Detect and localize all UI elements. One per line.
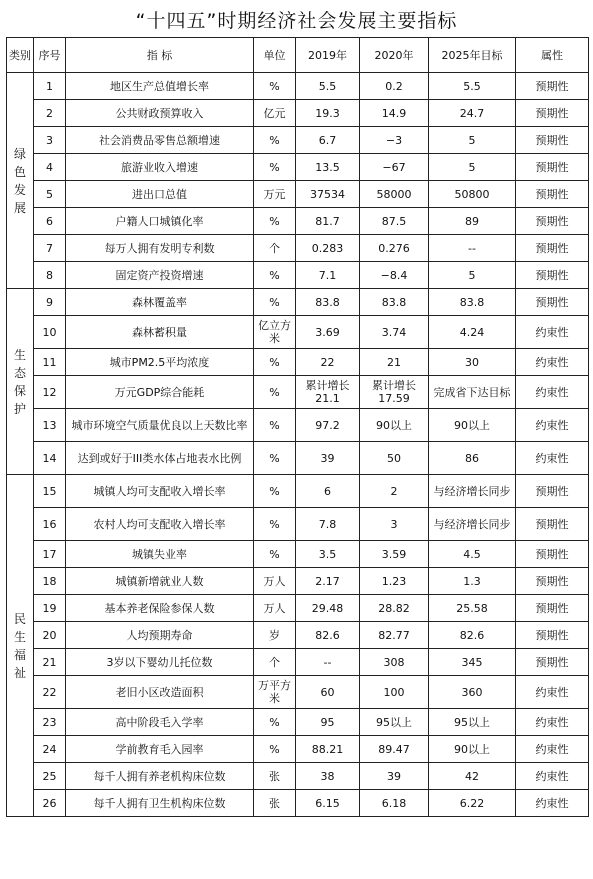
cell-2020: 87.5 <box>360 208 429 235</box>
cell-2020: 21 <box>360 349 429 376</box>
cell-2019: 97.2 <box>296 409 360 442</box>
table-row <box>7 100 589 127</box>
header-2020: 2020年 <box>360 38 429 73</box>
cell-2019: 22 <box>296 349 360 376</box>
table-row <box>7 289 589 316</box>
cell-2025-target: 90以上 <box>429 736 516 763</box>
cell-attribute: 预期性 <box>516 568 589 595</box>
cell-unit: 万人 <box>254 568 296 595</box>
cell-2019: 83.8 <box>296 289 360 316</box>
table-row <box>7 568 589 595</box>
cell-2025-target: 5 <box>429 127 516 154</box>
table-row <box>7 127 589 154</box>
cell-attribute: 约束性 <box>516 790 589 817</box>
cell-unit: 亿元 <box>254 100 296 127</box>
cell-2025-target: 95以上 <box>429 709 516 736</box>
cell-2025-target: 24.7 <box>429 100 516 127</box>
cell-2019: 88.21 <box>296 736 360 763</box>
cell-2020: −67 <box>360 154 429 181</box>
cell-indicator: 城市PM2.5平均浓度 <box>66 349 254 376</box>
cell-2025-target: -- <box>429 235 516 262</box>
cell-indicator: 公共财政预算收入 <box>66 100 254 127</box>
cell-2019: 0.283 <box>296 235 360 262</box>
cell-2020: 100 <box>360 676 429 709</box>
cell-seq: 20 <box>34 622 66 649</box>
cell-attribute: 预期性 <box>516 100 589 127</box>
cell-2020: 3.59 <box>360 541 429 568</box>
cell-2020: 0.2 <box>360 73 429 100</box>
cell-seq: 13 <box>34 409 66 442</box>
table-row <box>7 709 589 736</box>
cell-2019: 29.48 <box>296 595 360 622</box>
cell-2025-target: 4.5 <box>429 541 516 568</box>
cell-attribute: 预期性 <box>516 208 589 235</box>
cell-2019: 7.8 <box>296 508 360 541</box>
cell-2025-target: 90以上 <box>429 409 516 442</box>
cell-indicator: 地区生产总值增长率 <box>66 73 254 100</box>
category-ecology-protection <box>7 289 34 475</box>
cell-2020: 95以上 <box>360 709 429 736</box>
cell-seq: 15 <box>34 475 66 508</box>
header-seq: 序号 <box>34 38 66 73</box>
cell-seq: 9 <box>34 289 66 316</box>
cell-attribute: 预期性 <box>516 541 589 568</box>
cell-seq: 6 <box>34 208 66 235</box>
cell-2020: 58000 <box>360 181 429 208</box>
cell-indicator: 城镇失业率 <box>66 541 254 568</box>
cell-seq: 16 <box>34 508 66 541</box>
cell-2020: 3.74 <box>360 316 429 349</box>
cell-2019: 3.5 <box>296 541 360 568</box>
cell-unit: 张 <box>254 763 296 790</box>
cell-seq: 10 <box>34 316 66 349</box>
table-row <box>7 376 589 409</box>
cell-2020: 308 <box>360 649 429 676</box>
cell-2025-target: 1.3 <box>429 568 516 595</box>
cell-unit: 岁 <box>254 622 296 649</box>
cell-seq: 8 <box>34 262 66 289</box>
cell-seq: 11 <box>34 349 66 376</box>
cell-attribute: 约束性 <box>516 409 589 442</box>
cell-unit: % <box>254 262 296 289</box>
cell-unit: % <box>254 376 296 409</box>
cell-2025-target: 6.22 <box>429 790 516 817</box>
cell-indicator: 3岁以下婴幼儿托位数 <box>66 649 254 676</box>
cell-2019: 82.6 <box>296 622 360 649</box>
cell-unit: % <box>254 349 296 376</box>
cell-2020: 14.9 <box>360 100 429 127</box>
cell-2019: -- <box>296 649 360 676</box>
cell-unit: 亿立方米 <box>254 316 296 349</box>
cell-2019: 60 <box>296 676 360 709</box>
table-row <box>7 622 589 649</box>
cell-2025-target: 86 <box>429 442 516 475</box>
category-label: 民生福祉 <box>13 611 26 680</box>
table-row <box>7 649 589 676</box>
cell-2019: 3.69 <box>296 316 360 349</box>
table-row <box>7 73 589 100</box>
table-row <box>7 181 589 208</box>
cell-indicator: 农村人均可支配收入增长率 <box>66 508 254 541</box>
cell-2020: 0.276 <box>360 235 429 262</box>
header-row <box>7 38 589 73</box>
header-category: 类别 <box>7 38 34 73</box>
cell-2020: 83.8 <box>360 289 429 316</box>
cell-indicator: 每千人拥有养老机构床位数 <box>66 763 254 790</box>
cell-seq: 25 <box>34 763 66 790</box>
cell-unit: % <box>254 541 296 568</box>
cell-unit: % <box>254 73 296 100</box>
cell-unit: % <box>254 709 296 736</box>
cell-attribute: 约束性 <box>516 376 589 409</box>
cell-indicator: 户籍人口城镇化率 <box>66 208 254 235</box>
cell-unit: % <box>254 409 296 442</box>
cell-seq: 2 <box>34 100 66 127</box>
cell-indicator: 森林蓄积量 <box>66 316 254 349</box>
table-row <box>7 541 589 568</box>
cell-2025-target: 42 <box>429 763 516 790</box>
cell-unit: 张 <box>254 790 296 817</box>
category-green-development <box>7 73 34 289</box>
cell-attribute: 预期性 <box>516 73 589 100</box>
cell-attribute: 预期性 <box>516 181 589 208</box>
cell-seq: 26 <box>34 790 66 817</box>
cell-2025-target: 4.24 <box>429 316 516 349</box>
cell-seq: 5 <box>34 181 66 208</box>
cell-unit: % <box>254 127 296 154</box>
cell-2025-target: 与经济增长同步 <box>429 508 516 541</box>
cell-indicator: 城市环境空气质量优良以上天数比率 <box>66 409 254 442</box>
cell-indicator: 基本养老保险参保人数 <box>66 595 254 622</box>
cell-attribute: 预期性 <box>516 622 589 649</box>
cell-seq: 17 <box>34 541 66 568</box>
cell-2019: 7.1 <box>296 262 360 289</box>
category-label: 生态保护 <box>13 347 26 416</box>
cell-seq: 21 <box>34 649 66 676</box>
cell-attribute: 约束性 <box>516 442 589 475</box>
cell-unit: % <box>254 475 296 508</box>
cell-seq: 23 <box>34 709 66 736</box>
cell-attribute: 约束性 <box>516 736 589 763</box>
category-label: 绿色发展 <box>13 146 26 215</box>
cell-2025-target: 与经济增长同步 <box>429 475 516 508</box>
cell-seq: 14 <box>34 442 66 475</box>
cell-2019: 19.3 <box>296 100 360 127</box>
cell-seq: 22 <box>34 676 66 709</box>
cell-indicator: 每千人拥有卫生机构床位数 <box>66 790 254 817</box>
table-row <box>7 409 589 442</box>
cell-unit: 个 <box>254 235 296 262</box>
cell-attribute: 预期性 <box>516 595 589 622</box>
cell-indicator: 城镇人均可支配收入增长率 <box>66 475 254 508</box>
cell-attribute: 约束性 <box>516 316 589 349</box>
table-row <box>7 262 589 289</box>
cell-unit: 个 <box>254 649 296 676</box>
table-row <box>7 235 589 262</box>
cell-seq: 18 <box>34 568 66 595</box>
cell-attribute: 预期性 <box>516 508 589 541</box>
cell-2020: 50 <box>360 442 429 475</box>
cell-attribute: 预期性 <box>516 235 589 262</box>
cell-attribute: 预期性 <box>516 649 589 676</box>
cell-2020: 82.77 <box>360 622 429 649</box>
cell-2025-target: 30 <box>429 349 516 376</box>
cell-2019: 6.15 <box>296 790 360 817</box>
cell-seq: 4 <box>34 154 66 181</box>
cell-indicator: 学前教育毛入园率 <box>66 736 254 763</box>
table-row <box>7 208 589 235</box>
cell-2019: 13.5 <box>296 154 360 181</box>
table-row <box>7 349 589 376</box>
cell-unit: % <box>254 154 296 181</box>
cell-seq: 24 <box>34 736 66 763</box>
table-row <box>7 154 589 181</box>
cell-attribute: 预期性 <box>516 127 589 154</box>
cell-indicator: 森林覆盖率 <box>66 289 254 316</box>
table-row <box>7 790 589 817</box>
category-livelihood <box>7 475 34 817</box>
cell-unit: % <box>254 289 296 316</box>
cell-seq: 7 <box>34 235 66 262</box>
cell-indicator: 进出口总值 <box>66 181 254 208</box>
cell-2020: 28.82 <box>360 595 429 622</box>
cell-attribute: 预期性 <box>516 154 589 181</box>
table-title: “十四五”时期经济社会发展主要指标 <box>135 10 458 32</box>
cell-2025-target: 89 <box>429 208 516 235</box>
cell-2019: 2.17 <box>296 568 360 595</box>
cell-2025-target: 5.5 <box>429 73 516 100</box>
cell-2020: 89.47 <box>360 736 429 763</box>
cell-2025-target: 5 <box>429 154 516 181</box>
cell-2020: −3 <box>360 127 429 154</box>
cell-2019: 6 <box>296 475 360 508</box>
cell-2025-target: 完成省下达目标 <box>429 376 516 409</box>
cell-seq: 1 <box>34 73 66 100</box>
indicators-table <box>6 37 589 817</box>
cell-unit: % <box>254 508 296 541</box>
cell-unit: 万平方米 <box>254 676 296 709</box>
cell-2025-target: 345 <box>429 649 516 676</box>
cell-unit: % <box>254 736 296 763</box>
cell-2019: 95 <box>296 709 360 736</box>
cell-2019: 6.7 <box>296 127 360 154</box>
cell-unit: % <box>254 208 296 235</box>
cell-indicator: 万元GDP综合能耗 <box>66 376 254 409</box>
cell-2025-target: 5 <box>429 262 516 289</box>
cell-seq: 19 <box>34 595 66 622</box>
cell-indicator: 城镇新增就业人数 <box>66 568 254 595</box>
table-row <box>7 475 589 508</box>
header-attribute: 属性 <box>516 38 589 73</box>
cell-2020: 1.23 <box>360 568 429 595</box>
cell-attribute: 预期性 <box>516 262 589 289</box>
cell-2020: −8.4 <box>360 262 429 289</box>
cell-attribute: 约束性 <box>516 349 589 376</box>
cell-attribute: 约束性 <box>516 763 589 790</box>
cell-indicator: 达到或好于III类水体占地表水比例 <box>66 442 254 475</box>
cell-2019: 81.7 <box>296 208 360 235</box>
cell-2025-target: 50800 <box>429 181 516 208</box>
cell-2020: 3 <box>360 508 429 541</box>
header-indicator: 指 标 <box>66 38 254 73</box>
cell-indicator: 社会消费品零售总额增速 <box>66 127 254 154</box>
cell-2019: 5.5 <box>296 73 360 100</box>
cell-attribute: 预期性 <box>516 475 589 508</box>
cell-2019: 38 <box>296 763 360 790</box>
header-2019: 2019年 <box>296 38 360 73</box>
cell-indicator: 人均预期寿命 <box>66 622 254 649</box>
table-row <box>7 442 589 475</box>
cell-indicator: 旅游业收入增速 <box>66 154 254 181</box>
cell-unit: 万元 <box>254 181 296 208</box>
cell-attribute: 约束性 <box>516 709 589 736</box>
cell-unit: % <box>254 442 296 475</box>
cell-2025-target: 83.8 <box>429 289 516 316</box>
cell-unit: 万人 <box>254 595 296 622</box>
cell-seq: 3 <box>34 127 66 154</box>
cell-indicator: 高中阶段毛入学率 <box>66 709 254 736</box>
cell-2019: 累计增长21.1 <box>296 376 360 409</box>
table-row <box>7 763 589 790</box>
cell-indicator: 老旧小区改造面积 <box>66 676 254 709</box>
table-row <box>7 508 589 541</box>
cell-2025-target: 360 <box>429 676 516 709</box>
cell-2025-target: 82.6 <box>429 622 516 649</box>
header-unit: 单位 <box>254 38 296 73</box>
cell-2020: 39 <box>360 763 429 790</box>
table-row <box>7 595 589 622</box>
cell-2020: 6.18 <box>360 790 429 817</box>
cell-2019: 37534 <box>296 181 360 208</box>
cell-attribute: 预期性 <box>516 289 589 316</box>
table-row <box>7 736 589 763</box>
table-row <box>7 316 589 349</box>
cell-seq: 12 <box>34 376 66 409</box>
cell-2020: 90以上 <box>360 409 429 442</box>
cell-2019: 39 <box>296 442 360 475</box>
cell-indicator: 固定资产投资增速 <box>66 262 254 289</box>
table-row <box>7 676 589 709</box>
cell-attribute: 约束性 <box>516 676 589 709</box>
cell-2020: 2 <box>360 475 429 508</box>
header-2025-target: 2025年目标 <box>429 38 516 73</box>
cell-indicator: 每万人拥有发明专利数 <box>66 235 254 262</box>
cell-2025-target: 25.58 <box>429 595 516 622</box>
cell-2020: 累计增长17.59 <box>360 376 429 409</box>
